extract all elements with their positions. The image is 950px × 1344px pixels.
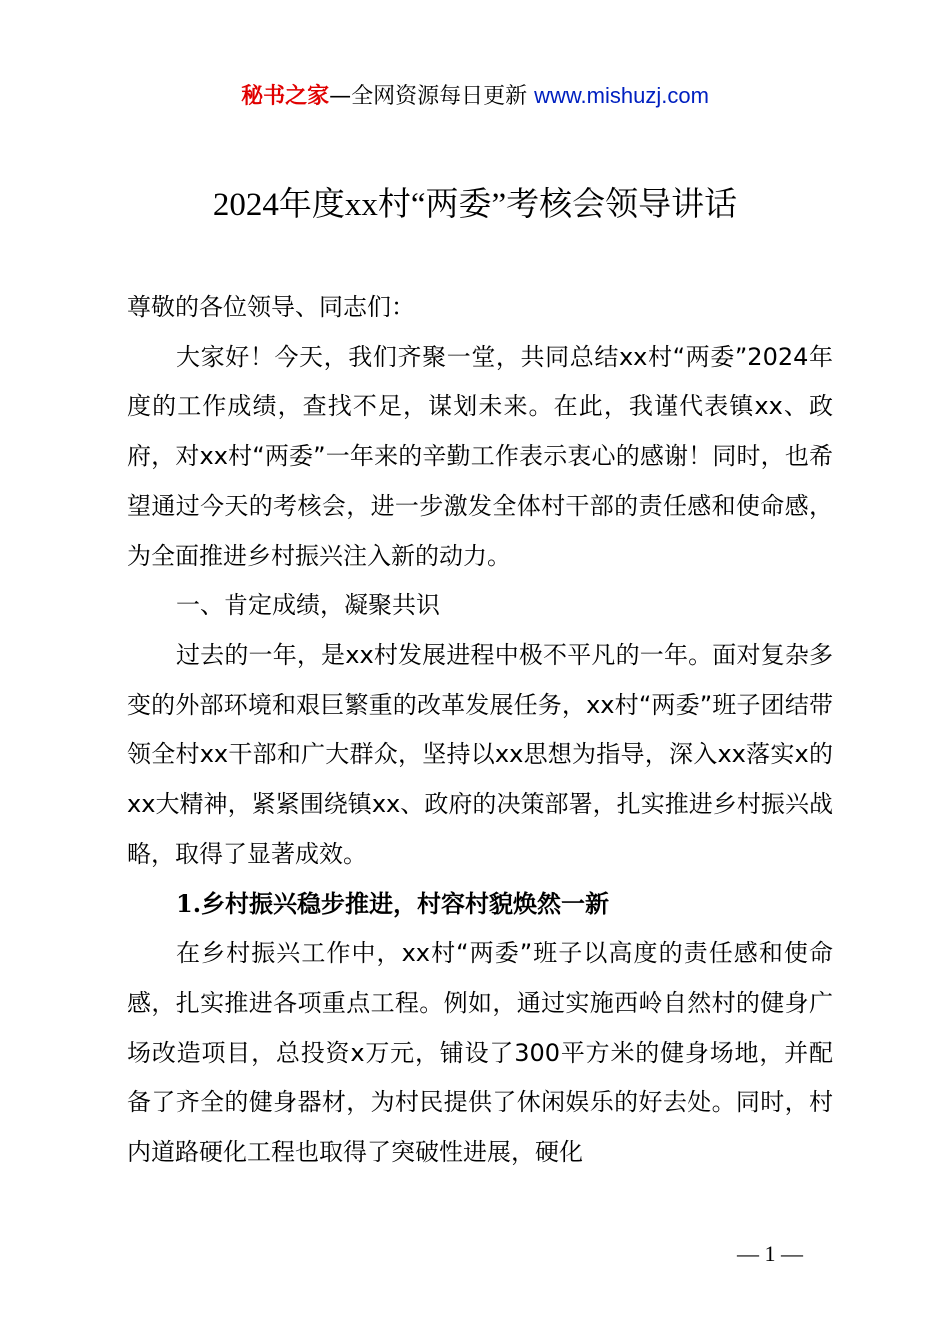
- document-title: 2024年度xx村“两委”考核会领导讲话: [212, 187, 738, 223]
- page-number: — 1 —: [737, 1241, 803, 1266]
- section-heading: 一、肯定成绩，凝聚共识: [176, 591, 440, 620]
- site-banner: [0, 80, 950, 113]
- brand-name: 秘书之家: [241, 84, 330, 109]
- document-body: [127, 283, 833, 1178]
- site-url-link[interactable]: www.mishuzj.com: [534, 83, 709, 108]
- salutation: 尊敬的各位领导、同志们：: [127, 293, 415, 321]
- subsection-heading: 1.乡村振兴稳步推进，村容村貌焕然一新: [176, 889, 610, 919]
- paragraph-opening: 大家好！今天，我们齐聚一堂，共同总结xx村“两委”2024年度的工作成绩，查找不足，谋划未来。在此，我谨代表镇xx、政府，对xx村“两委”一年来的辛勤工作表示衷心的感谢！同时，也希望通过今天的考核会，进一步激发全体村干部的责任感和使命感，为全面推进乡村振兴注入新的动力。: [127, 342, 833, 570]
- paragraph-rural-revitalization: 在乡村振兴工作中，xx村“两委”班子以高度的责任感和使命感，扎实推进各项重点工程。例如，通过实施西岭自然村的健身广场改造项目，总投资x万元，铺设了300平方米的健身场地，并配备了齐全的健身器材，为村民提供了休闲娱乐的好去处。同时，村内道路硬化工程也取得了突破性进展，硬化: [127, 939, 833, 1166]
- paragraph-achievements: 过去的一年，是xx村发展进程中极不平凡的一年。面对复杂多变的外部环境和艰巨繁重的改革发展任务，xx村“两委”班子团结带领全村xx干部和广大群众，坚持以xx思想为指导，深入xx落实x的xx大精神，紧紧围绕镇xx、政府的决策部署，扎实推进乡村振兴战略，取得了显著成效。: [127, 640, 833, 868]
- banner-slogan: —全网资源每日更新: [329, 84, 528, 109]
